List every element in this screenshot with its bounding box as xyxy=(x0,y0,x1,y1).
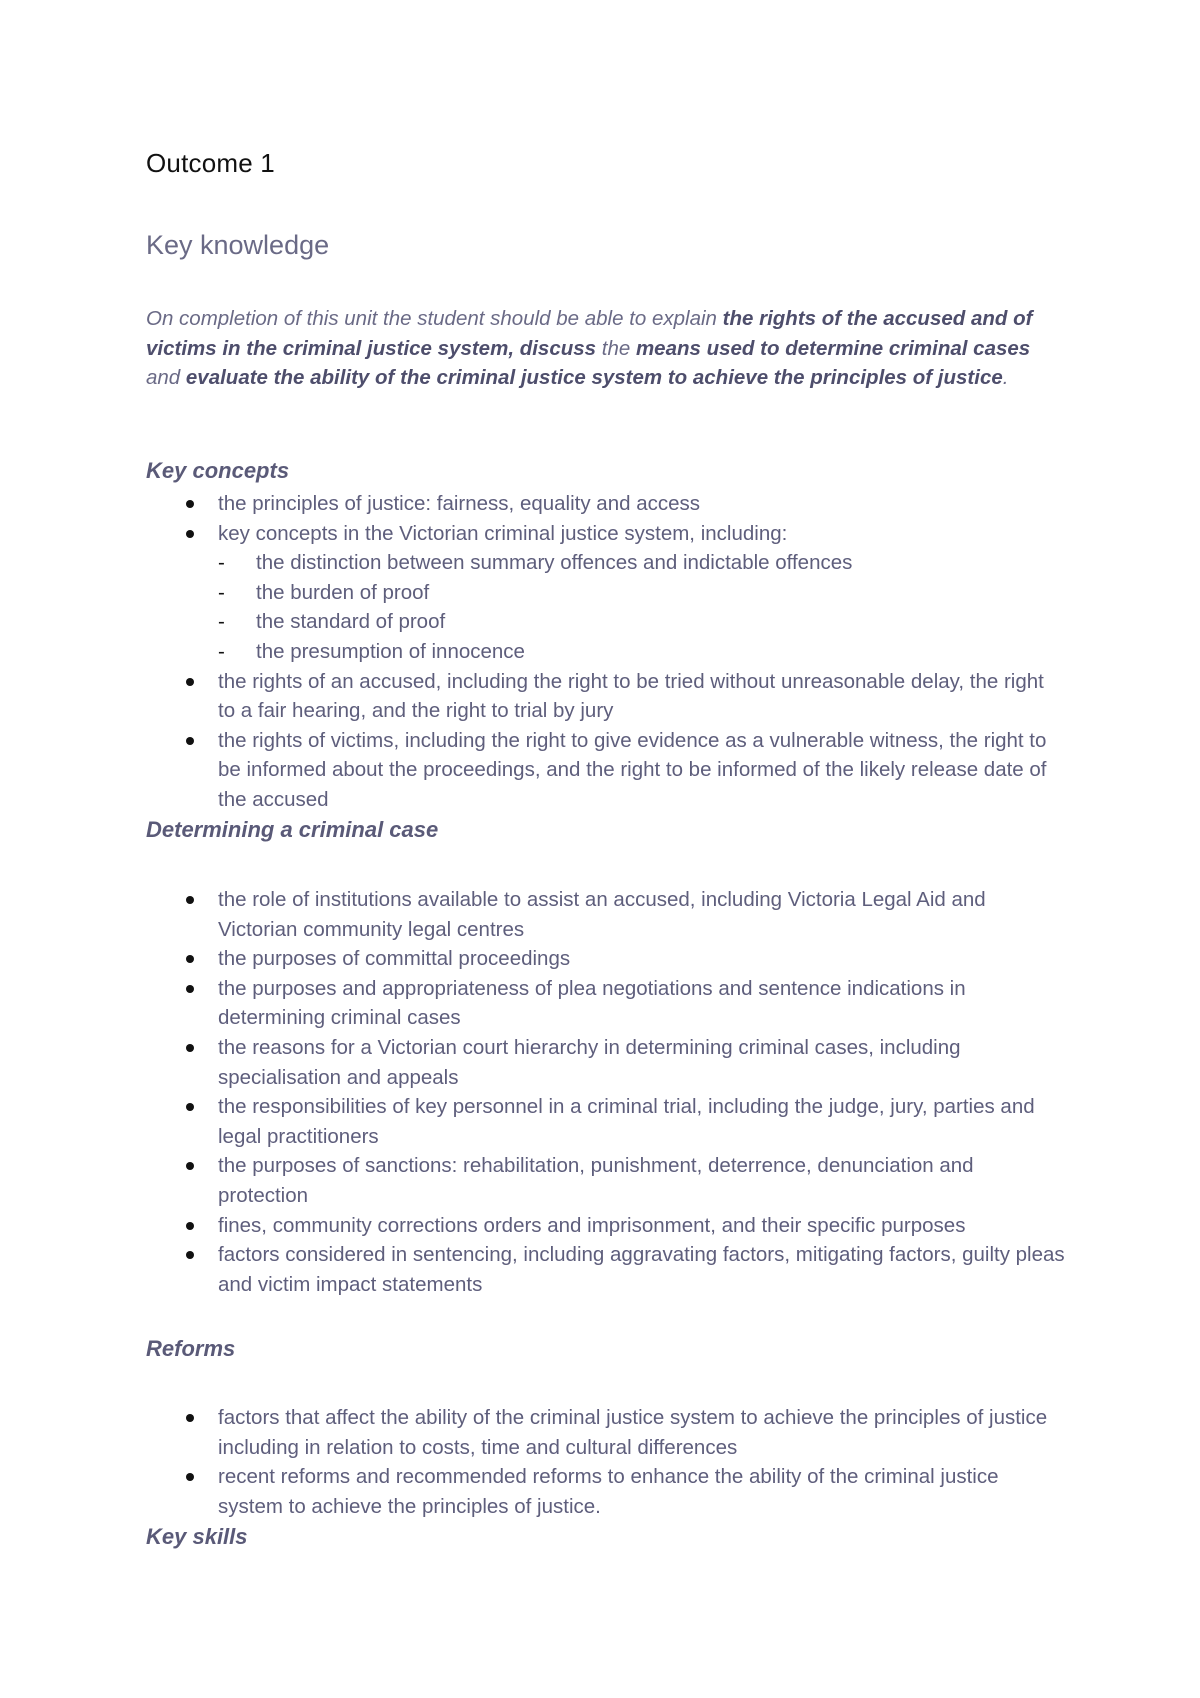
list-item: key concepts in the Victorian criminal justice system, including: xyxy=(146,519,1066,549)
list-item: the rights of an accused, including the right to be tried without unreasonable delay, the right to a fair hearing, and the right to trial by jury xyxy=(146,667,1066,726)
key-concepts-heading: Key concepts xyxy=(146,458,290,483)
intro-text-4: . xyxy=(1002,366,1009,389)
intro-text-1: On completion of this unit the student should be able to explain xyxy=(146,307,723,330)
list-item: recent reforms and recommended reforms to enhance the ability of the criminal justice system to achieve the principles of justice. xyxy=(146,1462,1066,1521)
determining-list xyxy=(146,885,1066,1299)
list-item: the purposes of committal proceedings xyxy=(146,944,1066,974)
reforms-heading: Reforms xyxy=(146,1336,236,1361)
page-title: Outcome 1 xyxy=(146,148,275,178)
intro-bold-2: means used to determine criminal cases xyxy=(635,336,1031,360)
sub-list-item: - the distinction between summary offences and indictable offences xyxy=(146,548,1066,578)
list-item: the role of institutions available to assist an accused, including Victoria Legal Aid and Victorian community legal centres xyxy=(146,885,1066,944)
sub-list-item: - the standard of proof xyxy=(146,607,1066,637)
intro-text-3: and xyxy=(146,366,186,389)
list-item: the principles of justice: fairness, equality and access xyxy=(146,489,1066,519)
list-item: the purposes of sanctions: rehabilitation, punishment, deterrence, denunciation and protection xyxy=(146,1151,1066,1210)
list-item: factors that affect the ability of the criminal justice system to achieve the principles of justice including in relation to costs, time and cultural differences xyxy=(146,1403,1066,1462)
key-knowledge-heading: Key knowledge xyxy=(146,230,330,260)
list-item: the rights of victims, including the right to give evidence as a vulnerable witness, the right to be informed about the proceedings, and the right to be informed of the likely release date of the accused xyxy=(146,726,1066,815)
intro-bold-1: the rights of the accused and of victims in the criminal justice system, discuss xyxy=(146,307,1033,360)
list-item: the reasons for a Victorian court hierarchy in determining criminal cases, including specialisation and appeals xyxy=(146,1033,1066,1092)
reforms-list xyxy=(146,1403,1066,1521)
determining-heading: Determining a criminal case xyxy=(146,817,439,842)
intro-paragraph xyxy=(146,304,1066,393)
list-item: the responsibilities of key personnel in a criminal trial, including the judge, jury, parties and legal practitioners xyxy=(146,1092,1066,1151)
list-item: the purposes and appropriateness of plea negotiations and sentence indications in determining criminal cases xyxy=(146,974,1066,1033)
key-concepts-list xyxy=(146,489,1066,815)
intro-bold-3: evaluate the ability of the criminal justice system to achieve the principles of justice xyxy=(185,366,1003,389)
intro-text-2: the xyxy=(596,336,636,360)
key-skills-heading: Key skills xyxy=(146,1524,248,1549)
sub-list-item: - the burden of proof xyxy=(146,578,1066,608)
list-item: factors considered in sentencing, including aggravating factors, mitigating factors, guilty pleas and victim impact statements xyxy=(146,1240,1066,1299)
sub-list-item: - the presumption of innocence xyxy=(146,637,1066,667)
list-item: fines, community corrections orders and imprisonment, and their specific purposes xyxy=(146,1211,1066,1241)
